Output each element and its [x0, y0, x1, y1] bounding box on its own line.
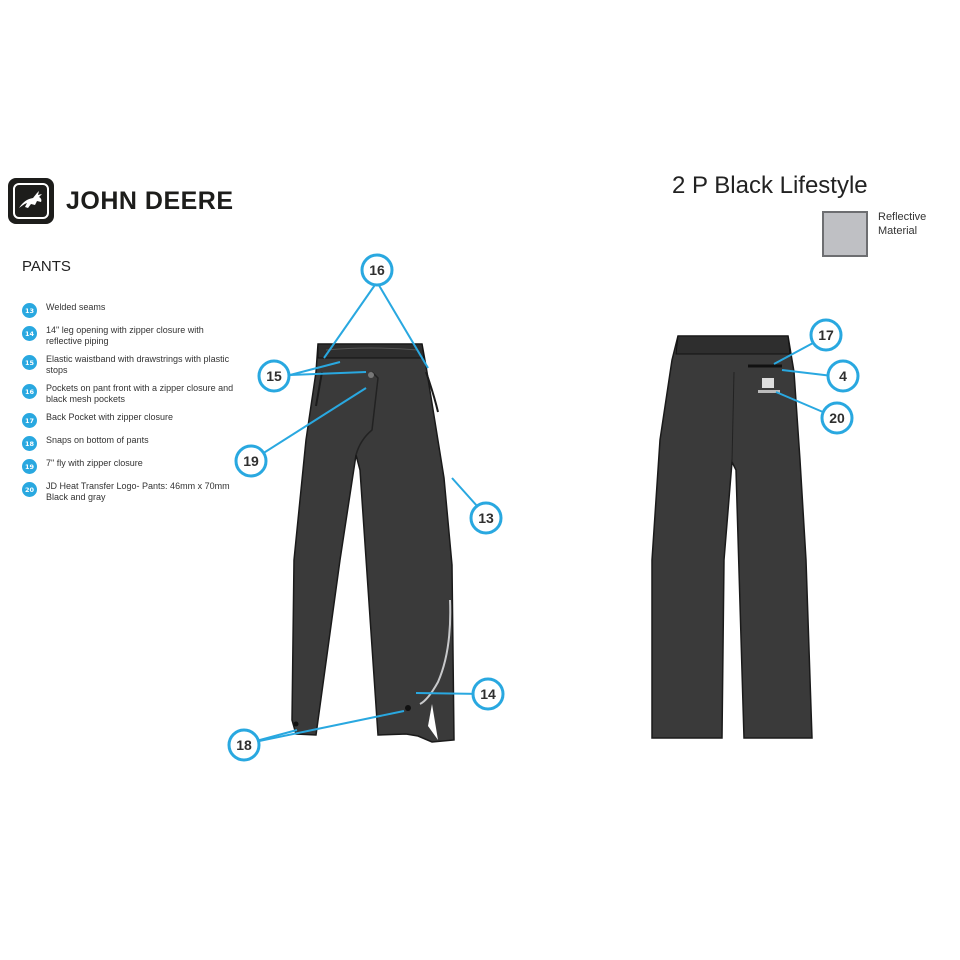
feature-number-badge: 19	[22, 459, 37, 474]
callout-20	[822, 403, 852, 433]
section-title: PANTS	[22, 258, 71, 275]
front-pants-illustration	[292, 344, 454, 742]
feature-text: Snaps on bottom of pants	[46, 435, 149, 445]
swatch-label: Reflective Material	[878, 211, 927, 237]
svg-text:14: 14	[480, 686, 496, 702]
svg-text:15: 15	[266, 368, 282, 384]
callout-19	[236, 446, 266, 476]
callout-16	[362, 255, 392, 285]
feature-text: 7" fly with zipper closure	[46, 458, 143, 468]
svg-text:17: 17	[818, 327, 834, 343]
feature-number-badge: 20	[22, 482, 37, 497]
feature-text: Pockets on pant front with a zipper closure and black mesh pockets	[46, 383, 234, 404]
callout-17	[811, 320, 841, 350]
feature-text: Welded seams	[46, 302, 106, 312]
callout-18	[229, 730, 259, 760]
feature-number-badge: 13	[22, 303, 37, 318]
svg-text:13: 13	[478, 510, 494, 526]
feature-text: 14" leg opening with zipper closure with reflective piping	[46, 325, 204, 346]
feature-number-badge: 15	[22, 355, 37, 370]
callout-4	[828, 361, 858, 391]
svg-text:19: 19	[243, 453, 259, 469]
callout-13	[471, 503, 501, 533]
feature-number-badge: 17	[22, 413, 37, 428]
feature-number-badge: 14	[22, 326, 37, 341]
feature-text: Elastic waistband with drawstrings with plastic stops	[46, 354, 230, 375]
feature-text: Back Pocket with zipper closure	[46, 412, 174, 422]
feature-number-badge: 16	[22, 384, 37, 399]
feature-text: JD Heat Transfer Logo- Pants: 46mm x 70mm Black and gray	[46, 481, 230, 502]
svg-text:4: 4	[839, 368, 847, 384]
product-title: 2 P Black Lifestyle	[672, 172, 868, 199]
callout-14	[473, 679, 503, 709]
callout-15	[259, 361, 289, 391]
feature-number-badge: 18	[22, 436, 37, 451]
svg-text:18: 18	[236, 737, 252, 753]
svg-text:20: 20	[829, 410, 845, 426]
brand-name: JOHN DEERE	[66, 186, 234, 215]
svg-text:16: 16	[369, 262, 385, 278]
